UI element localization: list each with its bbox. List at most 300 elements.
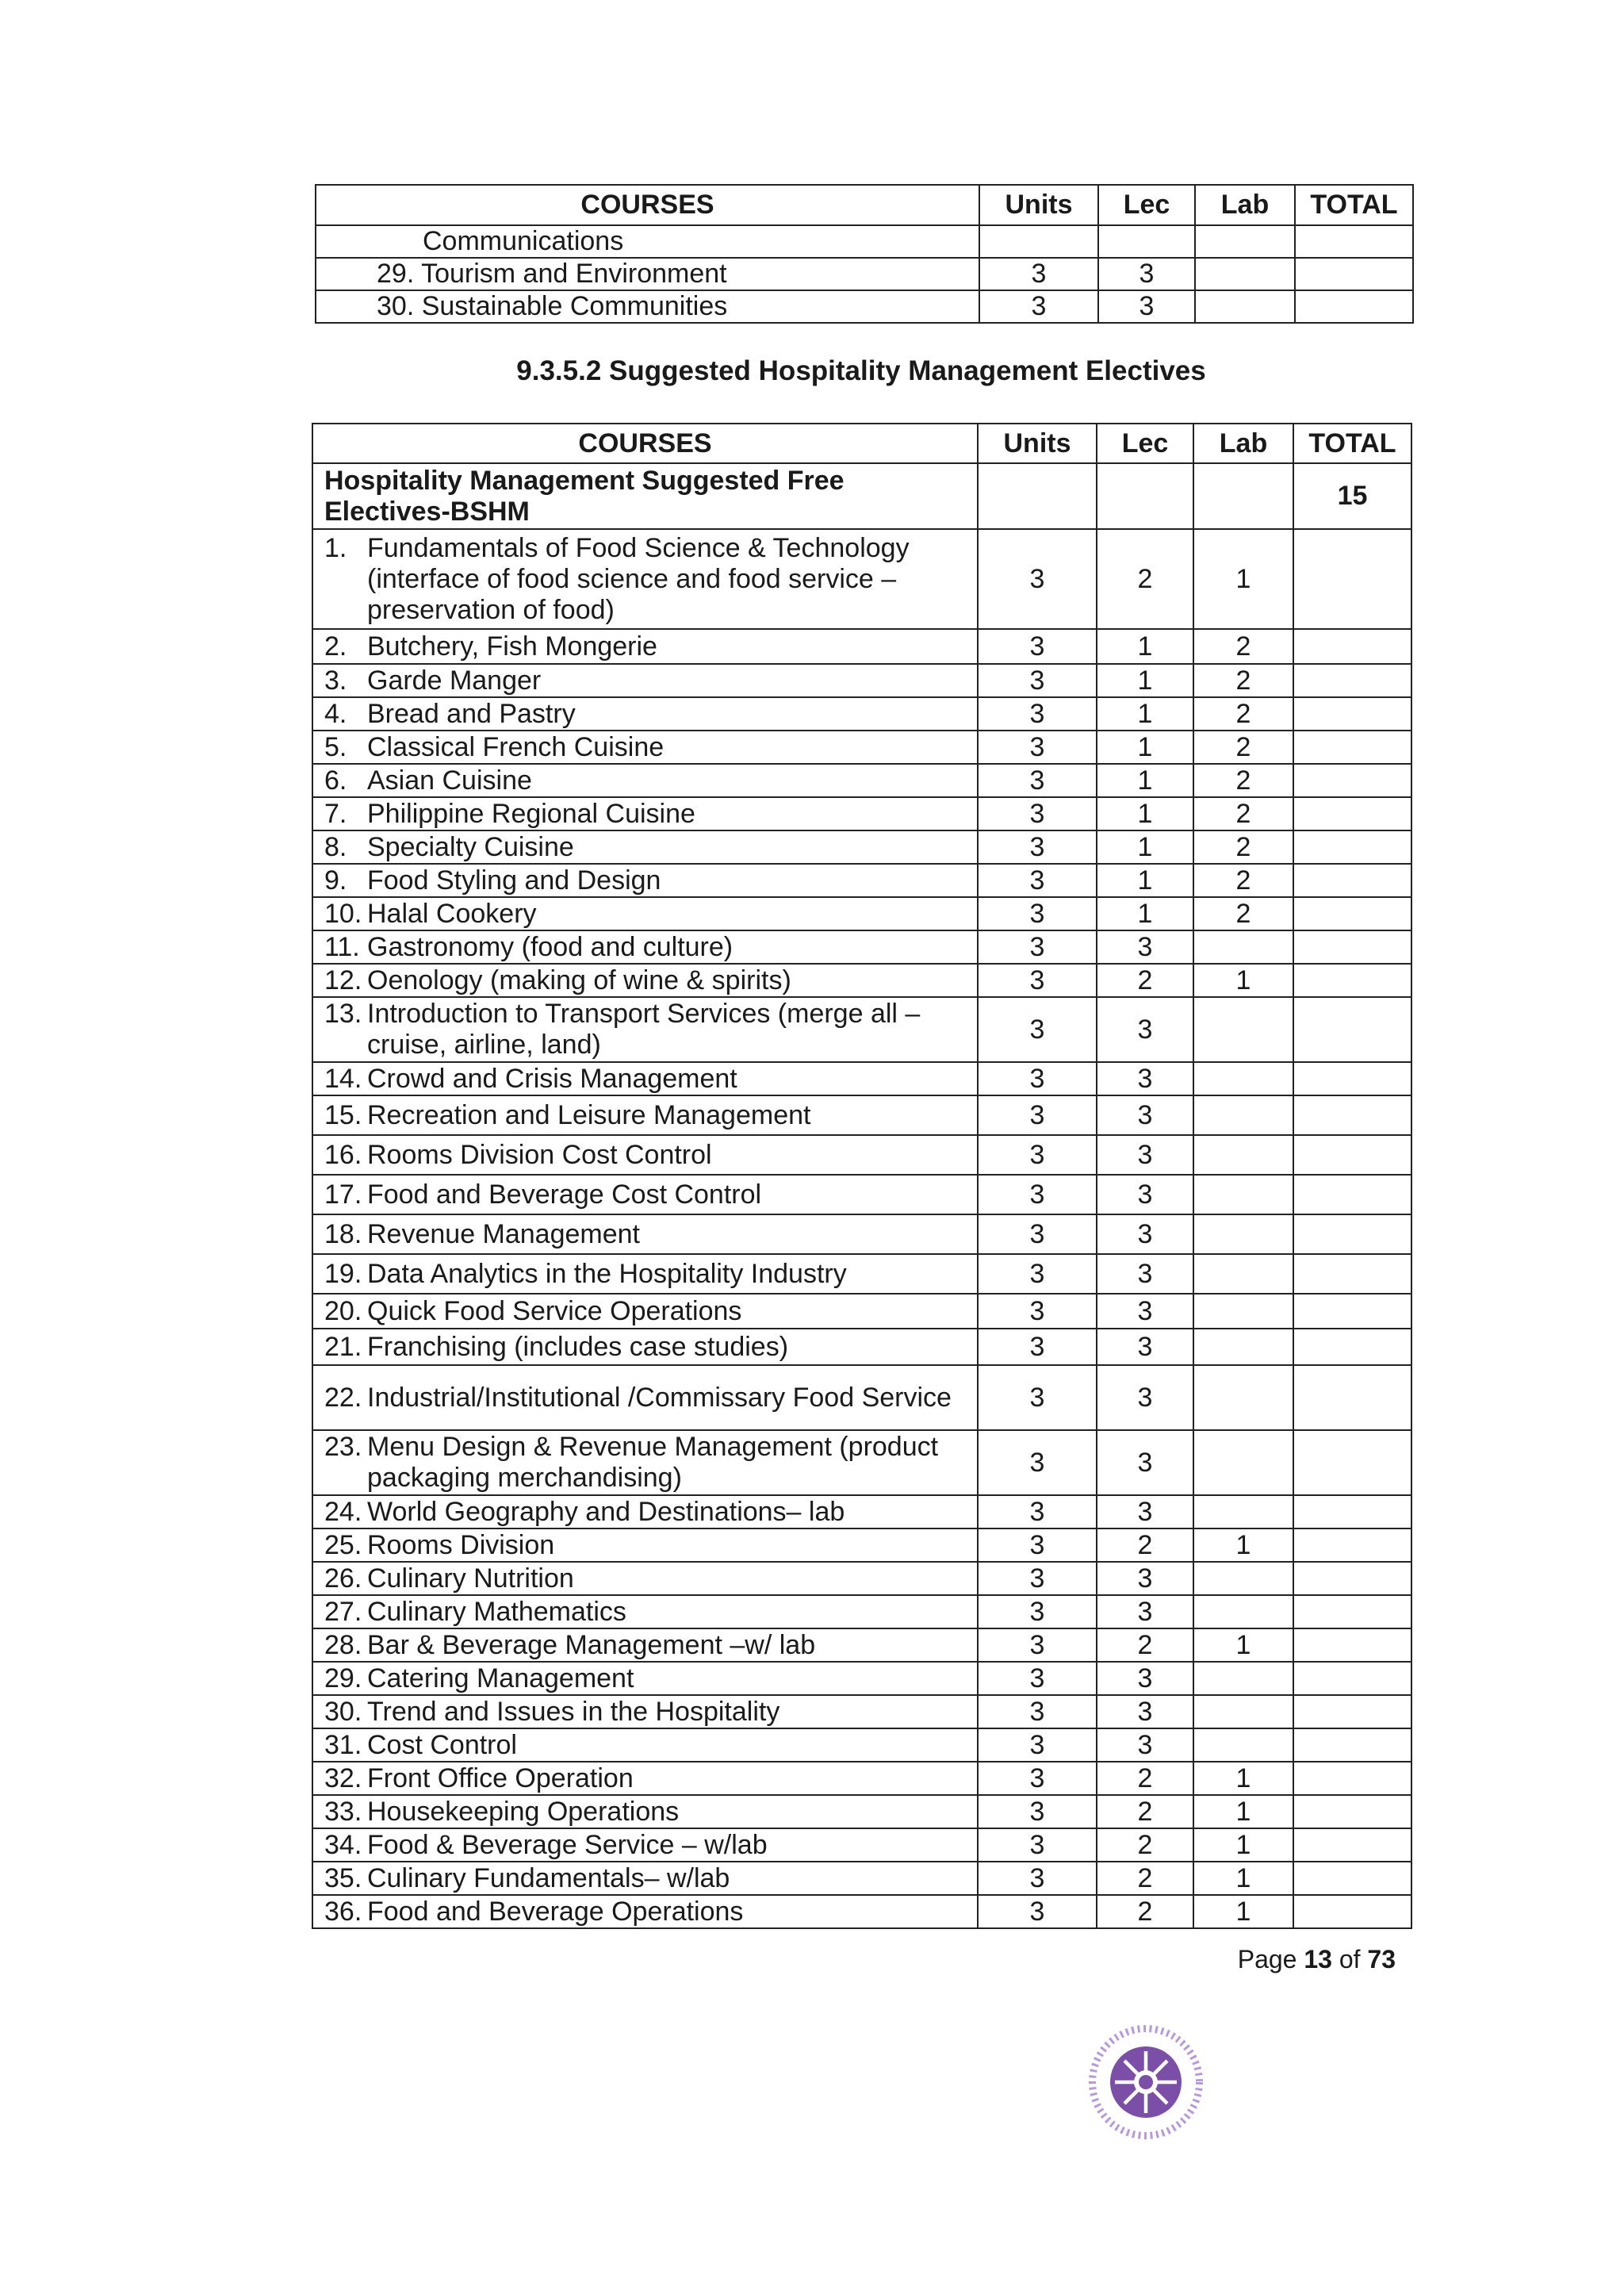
table-row [312,997,1411,1062]
header-courses: COURSES [316,185,979,225]
course-name: Culinary Fundamentals– w/lab [367,1862,730,1893]
course-number: 30. [324,1696,362,1727]
cell-lab [1193,1175,1293,1214]
course-number: 12. [324,965,362,995]
group-row [312,463,1411,529]
course-cell [312,1095,978,1135]
cell-units: 3 [978,864,1097,897]
cell-units: 3 [978,1495,1097,1528]
cell-lec: 1 [1097,864,1193,897]
cell-lab [1193,1095,1293,1135]
cell-lec: 1 [1097,797,1193,830]
course-cell [312,629,978,664]
cell-total [1293,1062,1411,1095]
hospitality-electives-table [312,423,1412,1929]
cell-lec: 2 [1097,1528,1193,1562]
cell-total [1293,1095,1411,1135]
cell-total [1293,1828,1411,1862]
cell-total [1293,1430,1411,1495]
table-row [312,1695,1411,1728]
table-row [312,1062,1411,1095]
cell-lab [1195,258,1295,290]
cell-lab [1193,1495,1293,1528]
course-number: 22. [324,1382,362,1413]
cell-lec: 1 [1097,830,1193,864]
course-name: Franchising (includes case studies) [367,1331,789,1362]
course-name: Housekeeping Operations [367,1796,680,1827]
cell-total [1293,529,1411,629]
cell-units: 3 [978,1095,1097,1135]
cell-lec: 3 [1098,258,1195,290]
table-row [312,1595,1411,1628]
cell-lec: 3 [1097,1254,1193,1294]
cell-lab [1193,1214,1293,1254]
group-total: 15 [1293,463,1411,529]
course-number: 3. [324,665,347,696]
ched-seal-icon [1086,2023,1205,2142]
course-name: Recreation and Leisure Management [367,1099,811,1130]
course-cell [312,897,978,930]
course-cell [312,1365,978,1430]
cell-units: 3 [978,1062,1097,1095]
header-lab: Lab [1193,424,1293,463]
course-name: Quick Food Service Operations [367,1295,742,1326]
course-number: 24. [324,1496,362,1527]
course-cell [312,1862,978,1895]
cell-lec: 3 [1097,1728,1193,1762]
course-cell [312,697,978,731]
cell-lec [1098,225,1195,258]
section-heading: 9.3.5.2 Suggested Hospitality Management Electives [516,355,1206,386]
course-cell [312,664,978,697]
cell-units: 3 [978,1828,1097,1862]
cell-lab [1193,1662,1293,1695]
cell-total [1293,1862,1411,1895]
course-number: 18. [324,1218,362,1249]
course-name: Crowd and Crisis Management [367,1063,737,1094]
course-cell [312,731,978,764]
cell-lec: 1 [1097,697,1193,731]
course-name: 29. Tourism and Environment [316,258,979,290]
cell-lab: 1 [1193,1528,1293,1562]
cell-total [1293,731,1411,764]
header-units: Units [978,424,1097,463]
table-row [312,1628,1411,1662]
cell-lec: 3 [1097,1062,1193,1095]
course-number: 2. [324,631,347,662]
cell-total [1293,1628,1411,1662]
course-name: Halal Cookery [367,898,537,929]
cell-lab [1193,1562,1293,1595]
cell-units: 3 [978,664,1097,697]
cell-lab: 1 [1193,1828,1293,1862]
cell-lab [1195,290,1295,323]
table-row [312,930,1411,964]
cell-lab [1193,997,1293,1062]
cell-units: 3 [978,997,1097,1062]
cell-total [1293,1762,1411,1795]
cell-total [1293,997,1411,1062]
course-name: Introduction to Transport Services (merge all – cruise, airline, land) [367,999,921,1060]
cell-lec: 2 [1097,1895,1193,1928]
cell-lab [1193,1329,1293,1365]
course-number: 5. [324,731,347,762]
course-cell [312,764,978,797]
cell-units: 3 [979,290,1098,323]
course-cell [312,1595,978,1628]
course-cell [312,529,978,629]
cell-lec: 2 [1097,1762,1193,1795]
course-number: 32. [324,1762,362,1793]
cell-lab: 1 [1193,529,1293,629]
cell-lec: 2 [1097,529,1193,629]
course-number: 23. [324,1432,362,1462]
cell-lab [1193,1728,1293,1762]
header-units: Units [979,185,1098,225]
cell-units: 3 [978,1254,1097,1294]
cell-units: 3 [978,1595,1097,1628]
table-row [312,1294,1411,1329]
cell-total [1293,629,1411,664]
cell-lec: 2 [1097,1795,1193,1828]
course-number: 33. [324,1796,362,1827]
course-name: Culinary Nutrition [367,1563,574,1594]
cell-units: 3 [978,897,1097,930]
cell-total [1293,1365,1411,1430]
cell-lab: 1 [1193,1895,1293,1928]
cell-units: 3 [978,529,1097,629]
cell-lec: 1 [1097,629,1193,664]
course-number: 20. [324,1295,362,1326]
cell-lec: 1 [1097,664,1193,697]
cell-units: 3 [978,1329,1097,1365]
course-number: 36. [324,1896,362,1927]
table-row [312,964,1411,997]
cell-units: 3 [978,764,1097,797]
course-cell [312,1135,978,1175]
course-name: Data Analytics in the Hospitality Industry [367,1258,847,1289]
table-header-row [312,424,1411,463]
page-of-label: of [1339,1945,1361,1973]
cell-total [1295,290,1413,323]
cell-units: 3 [978,1728,1097,1762]
cell-total [1293,1562,1411,1595]
cell-total [1293,1662,1411,1695]
course-name: Butchery, Fish Mongerie [367,631,657,662]
course-cell [312,830,978,864]
course-name: Industrial/Institutional /Commissary Food Service [367,1382,952,1413]
course-cell [312,1628,978,1662]
table-row [312,1254,1411,1294]
page-current: 13 [1304,1945,1332,1973]
cell-total [1293,830,1411,864]
cell-units: 3 [978,1562,1097,1595]
course-cell [312,1662,978,1695]
cell-total [1295,225,1413,258]
cell-total [1293,864,1411,897]
course-cell [312,1062,978,1095]
course-number: 1. [324,532,347,563]
cell-lec: 3 [1097,1562,1193,1595]
group-title: Hospitality Management Suggested Free Electives-BSHM [312,463,978,529]
table-row [316,290,1413,323]
table-row [312,1329,1411,1365]
table-row [312,764,1411,797]
cell-lab [1193,1695,1293,1728]
course-name: Gastronomy (food and culture) [367,931,733,962]
course-cell [312,997,978,1062]
table-row [312,1862,1411,1895]
cell-lec: 3 [1097,1214,1193,1254]
header-total: TOTAL [1295,185,1413,225]
cell-total [1293,1294,1411,1329]
cell-lab [1193,1365,1293,1430]
course-cell [312,1329,978,1365]
cell-total [1293,1695,1411,1728]
cell-lab: 2 [1193,797,1293,830]
cell-lab: 2 [1193,664,1293,697]
cell-lec: 1 [1097,731,1193,764]
course-cell [312,930,978,964]
cell-lab [1193,1430,1293,1495]
cell-units: 3 [978,731,1097,764]
cell-units: 3 [978,697,1097,731]
course-name: Specialty Cuisine [367,831,574,862]
cell-total [1295,258,1413,290]
course-name: Bar & Beverage Management –w/ lab [367,1629,816,1660]
course-cell [312,1294,978,1329]
courses-table-continued [315,184,1414,324]
course-cell [312,1175,978,1214]
course-name: Communications [316,225,979,258]
cell-lab: 1 [1193,1628,1293,1662]
cell-units: 3 [978,930,1097,964]
course-cell [312,1495,978,1528]
page-number [1189,1945,1396,1974]
cell-lab [1193,1254,1293,1294]
course-number: 17. [324,1179,362,1210]
cell-lab [1193,930,1293,964]
table-row [312,629,1411,664]
course-number: 31. [324,1729,362,1760]
cell-units: 3 [978,1662,1097,1695]
table-row [312,529,1411,629]
table-row [312,897,1411,930]
cell-total [1293,1895,1411,1928]
course-cell [312,1528,978,1562]
course-number: 16. [324,1139,362,1170]
cell-total [1293,1595,1411,1628]
course-number: 8. [324,831,347,862]
table-row [316,258,1413,290]
cell-lec: 3 [1097,1430,1193,1495]
cell-total [1293,764,1411,797]
course-name: Food and Beverage Operations [367,1896,744,1927]
cell-lec: 2 [1097,1828,1193,1862]
course-name: Classical French Cuisine [367,731,665,762]
cell-lab: 1 [1193,1862,1293,1895]
course-cell [312,1762,978,1795]
cell-lab: 2 [1193,629,1293,664]
course-cell [312,1895,978,1928]
cell-total [1293,1175,1411,1214]
table-row [312,1762,1411,1795]
cell-lec: 3 [1097,930,1193,964]
header-lec: Lec [1098,185,1195,225]
cell-lab: 2 [1193,864,1293,897]
course-number: 9. [324,865,347,896]
cell-total [1293,930,1411,964]
cell-lab: 1 [1193,1762,1293,1795]
cell-lab [1193,1062,1293,1095]
cell-units: 3 [978,1695,1097,1728]
cell-lec: 3 [1097,1175,1193,1214]
cell-lab [1193,1135,1293,1175]
cell-lec: 3 [1097,997,1193,1062]
header-courses: COURSES [312,424,978,463]
cell-units: 3 [978,964,1097,997]
cell-lec: 3 [1097,1329,1193,1365]
course-cell [312,1214,978,1254]
course-cell [312,797,978,830]
cell-total [1293,1254,1411,1294]
course-number: 21. [324,1331,362,1362]
table-row [312,1895,1411,1928]
course-number: 29. [324,1663,362,1693]
cell-lab: 1 [1193,1795,1293,1828]
cell-lec: 1 [1097,897,1193,930]
cell-lec: 3 [1097,1595,1193,1628]
table-row [312,1175,1411,1214]
course-number: 4. [324,698,347,729]
course-name: Fundamentals of Food Science & Technology (interface of food science and food service – preservation of food) [367,532,910,625]
cell-total [1293,697,1411,731]
course-name: Philippine Regional Cuisine [367,798,695,829]
course-cell [312,1795,978,1828]
cell-units: 3 [978,629,1097,664]
table-row [312,1795,1411,1828]
course-cell [312,1430,978,1495]
cell-total [1293,1214,1411,1254]
cell-lec: 2 [1097,1628,1193,1662]
course-name: Oenology (making of wine & spirits) [367,965,791,995]
cell-units: 3 [978,1294,1097,1329]
course-number: 35. [324,1862,362,1893]
course-name: Asian Cuisine [367,765,532,796]
course-name: Front Office Operation [367,1762,634,1793]
course-name: Rooms Division Cost Control [367,1139,712,1170]
table-row [312,1095,1411,1135]
table-row [312,1135,1411,1175]
course-cell [312,1562,978,1595]
cell-total [1293,1135,1411,1175]
page-total: 73 [1367,1945,1396,1973]
cell-lec: 1 [1097,764,1193,797]
table-row [312,797,1411,830]
cell-lab: 2 [1193,897,1293,930]
cell-lab [1195,225,1295,258]
course-name: Cost Control [367,1729,517,1760]
cell-lab: 2 [1193,697,1293,731]
cell-lab [1193,1595,1293,1628]
cell-units [979,225,1098,258]
cell-units: 3 [978,1365,1097,1430]
table-row [312,664,1411,697]
cell-lec: 3 [1098,290,1195,323]
table-row [312,1662,1411,1695]
course-name: World Geography and Destinations– lab [367,1496,845,1527]
header-total: TOTAL [1293,424,1411,463]
course-number: 7. [324,798,347,829]
course-name: 30. Sustainable Communities [316,290,979,323]
cell-units: 3 [978,1214,1097,1254]
table-row [312,1828,1411,1862]
course-number: 6. [324,765,347,796]
table-row [312,864,1411,897]
cell-lec: 2 [1097,1862,1193,1895]
cell-total [1293,797,1411,830]
table-row [312,1562,1411,1595]
table-row [312,1495,1411,1528]
cell-lec: 3 [1097,1695,1193,1728]
cell-units: 3 [978,1528,1097,1562]
page-prefix: Page [1237,1945,1297,1973]
cell-lec: 3 [1097,1495,1193,1528]
cell-lec: 3 [1097,1294,1193,1329]
course-name: Bread and Pastry [367,698,576,729]
cell-total [1293,1329,1411,1365]
cell-units: 3 [979,258,1098,290]
course-name: Catering Management [367,1663,634,1693]
table-row [312,1214,1411,1254]
cell-lec: 3 [1097,1095,1193,1135]
course-number: 15. [324,1099,362,1130]
table-row [312,731,1411,764]
course-number: 27. [324,1596,362,1627]
course-number: 28. [324,1629,362,1660]
table-row [316,225,1413,258]
cell-total [1293,897,1411,930]
course-name: Food and Beverage Cost Control [367,1179,762,1210]
cell-lec: 2 [1097,964,1193,997]
cell-total [1293,1795,1411,1828]
cell-units: 3 [978,1895,1097,1928]
cell-total [1293,664,1411,697]
cell-lab: 1 [1193,964,1293,997]
course-number: 25. [324,1529,362,1560]
table-row [312,830,1411,864]
table-row [312,697,1411,731]
course-cell [312,1728,978,1762]
cell-lab: 2 [1193,830,1293,864]
course-name: Food & Beverage Service – w/lab [367,1829,768,1860]
cell-lab: 2 [1193,764,1293,797]
course-number: 26. [324,1563,362,1594]
header-lec: Lec [1097,424,1193,463]
cell-units: 3 [978,1762,1097,1795]
cell-units: 3 [978,1175,1097,1214]
course-number: 19. [324,1258,362,1289]
course-name: Menu Design & Revenue Management (product packaging merchandising) [367,1432,939,1493]
cell-lab: 2 [1193,731,1293,764]
course-number: 34. [324,1829,362,1860]
table-row [312,1728,1411,1762]
cell-lab [1193,1294,1293,1329]
course-number: 13. [324,999,362,1029]
table-row [312,1430,1411,1495]
course-name: Food Styling and Design [367,865,661,896]
cell-lec: 3 [1097,1135,1193,1175]
